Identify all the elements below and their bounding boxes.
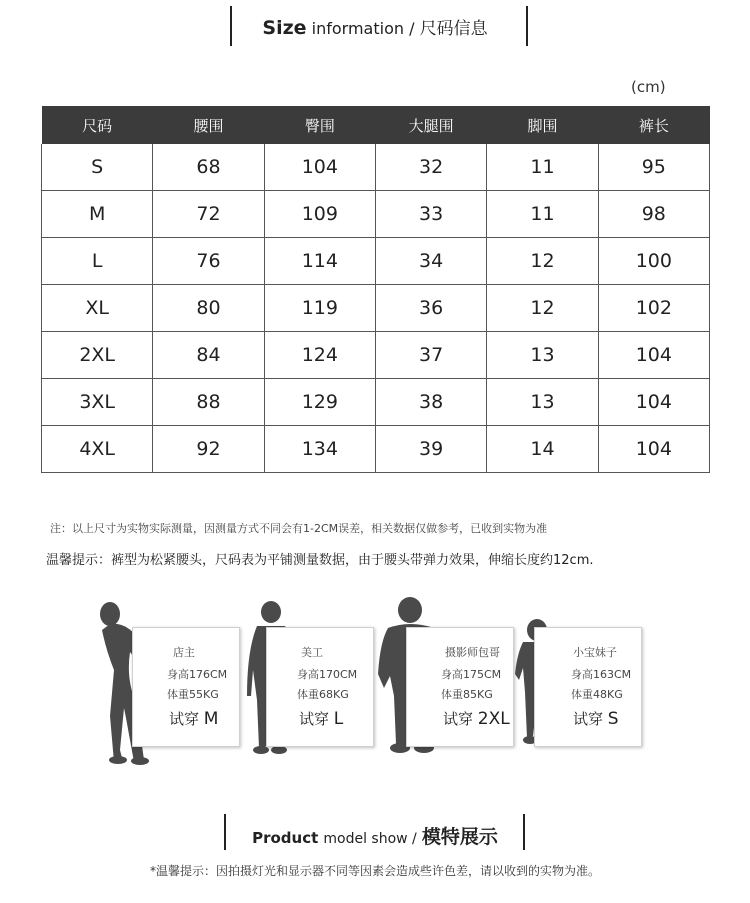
try-label: 试穿 bbox=[299, 710, 330, 728]
table-header-row bbox=[42, 106, 710, 144]
table-cell: M bbox=[42, 191, 153, 238]
table-cell: 124 bbox=[264, 332, 375, 379]
table-cell: 13 bbox=[487, 379, 598, 426]
table-cell: S bbox=[42, 144, 153, 191]
table-cell: 32 bbox=[375, 144, 486, 191]
table-cell: 36 bbox=[375, 285, 486, 332]
model-show-title bbox=[0, 822, 750, 849]
model-role: 小宝妹子 bbox=[573, 646, 617, 659]
try-size: M bbox=[203, 709, 219, 729]
table-cell: L bbox=[42, 238, 153, 285]
col-header: 尺码 bbox=[42, 106, 153, 144]
model-weight: 体重48KG bbox=[571, 688, 623, 701]
table-row bbox=[42, 191, 710, 238]
try-label: 试穿 bbox=[443, 710, 474, 728]
table-cell: 72 bbox=[153, 191, 264, 238]
model-role: 店主 bbox=[173, 646, 195, 659]
model-card-1 bbox=[132, 627, 240, 747]
model-header-right-divider bbox=[523, 814, 525, 850]
model-weight: 体重55KG bbox=[167, 688, 219, 701]
col-header: 脚围 bbox=[487, 106, 598, 144]
try-label: 试穿 bbox=[573, 710, 604, 728]
title-info-cn: 尺码信息 bbox=[419, 19, 488, 39]
model-card-4 bbox=[534, 627, 642, 747]
table-cell: 14 bbox=[487, 426, 598, 473]
table-row bbox=[42, 285, 710, 332]
table-cell: 11 bbox=[487, 191, 598, 238]
table-cell: 11 bbox=[487, 144, 598, 191]
table-row bbox=[42, 379, 710, 426]
table-cell: 134 bbox=[264, 426, 375, 473]
try-label: 试穿 bbox=[169, 710, 200, 728]
table-row bbox=[42, 426, 710, 473]
table-cell: 98 bbox=[598, 191, 709, 238]
model-weight: 体重85KG bbox=[441, 688, 493, 701]
table-row bbox=[42, 238, 710, 285]
model-height: 身高175CM bbox=[441, 668, 502, 681]
table-cell: 13 bbox=[487, 332, 598, 379]
table-row bbox=[42, 144, 710, 191]
table-cell: 92 bbox=[153, 426, 264, 473]
col-header: 裤长 bbox=[598, 106, 709, 144]
model-card-2 bbox=[266, 627, 374, 747]
table-cell: 102 bbox=[598, 285, 709, 332]
table-cell: 100 bbox=[598, 238, 709, 285]
color-difference-note: *温馨提示：因拍摄灯光和显示器不同等因素会造成些许色差，请以收到的实物为准。 bbox=[149, 864, 600, 878]
table-cell: 4XL bbox=[42, 426, 153, 473]
title-model-en: model show / bbox=[323, 831, 417, 847]
table-cell: 68 bbox=[153, 144, 264, 191]
model-height: 身高170CM bbox=[297, 668, 358, 681]
measurement-note: 注：以上尺寸为实物实际测量，因测量方式不同会有1-2CM误差，相关数据仅做参考，已收到实物为准 bbox=[50, 522, 548, 535]
table-cell: 84 bbox=[153, 332, 264, 379]
col-header: 腰围 bbox=[153, 106, 264, 144]
table-cell: 12 bbox=[487, 285, 598, 332]
model-card-3 bbox=[406, 627, 514, 747]
table-cell: 95 bbox=[598, 144, 709, 191]
size-info-header bbox=[0, 6, 750, 46]
model-show-header bbox=[0, 814, 750, 854]
table-cell: 76 bbox=[153, 238, 264, 285]
col-header: 臀围 bbox=[264, 106, 375, 144]
table-row bbox=[42, 332, 710, 379]
table-cell: 3XL bbox=[42, 379, 153, 426]
model-role: 美工 bbox=[301, 646, 323, 659]
waist-tip: 温馨提示：裤型为松紧腰头，尺码表为平铺测量数据，由于腰头带弹力效果，伸缩长度约12cm. bbox=[46, 553, 594, 568]
try-size: 2XL bbox=[477, 709, 510, 729]
table-cell: XL bbox=[42, 285, 153, 332]
table-cell: 104 bbox=[598, 332, 709, 379]
try-size: L bbox=[333, 709, 344, 729]
title-model-cn: 模特展示 bbox=[421, 826, 498, 848]
table-cell: 129 bbox=[264, 379, 375, 426]
table-cell: 2XL bbox=[42, 332, 153, 379]
unit-label: (cm) bbox=[631, 78, 666, 96]
model-role: 摄影师包哥 bbox=[445, 646, 500, 659]
table-cell: 104 bbox=[598, 426, 709, 473]
size-table bbox=[41, 106, 710, 473]
table-cell: 104 bbox=[598, 379, 709, 426]
title-size-en: Size bbox=[262, 17, 307, 39]
table-cell: 114 bbox=[264, 238, 375, 285]
table-cell: 104 bbox=[264, 144, 375, 191]
table-cell: 37 bbox=[375, 332, 486, 379]
header-right-divider bbox=[526, 6, 528, 46]
model-weight: 体重68KG bbox=[297, 688, 349, 701]
table-cell: 109 bbox=[264, 191, 375, 238]
table-cell: 34 bbox=[375, 238, 486, 285]
model-try bbox=[573, 708, 679, 729]
table-cell: 88 bbox=[153, 379, 264, 426]
table-cell: 39 bbox=[375, 426, 486, 473]
try-size: S bbox=[607, 709, 619, 729]
title-product-en: Product bbox=[252, 829, 319, 847]
model-height: 身高163CM bbox=[571, 668, 632, 681]
size-info-title bbox=[0, 14, 750, 39]
table-cell: 33 bbox=[375, 191, 486, 238]
model-height: 身高176CM bbox=[167, 668, 228, 681]
table-cell: 119 bbox=[264, 285, 375, 332]
table-cell: 80 bbox=[153, 285, 264, 332]
col-header: 大腿围 bbox=[375, 106, 486, 144]
table-cell: 12 bbox=[487, 238, 598, 285]
table-cell: 38 bbox=[375, 379, 486, 426]
title-info-en: information / bbox=[311, 19, 415, 38]
